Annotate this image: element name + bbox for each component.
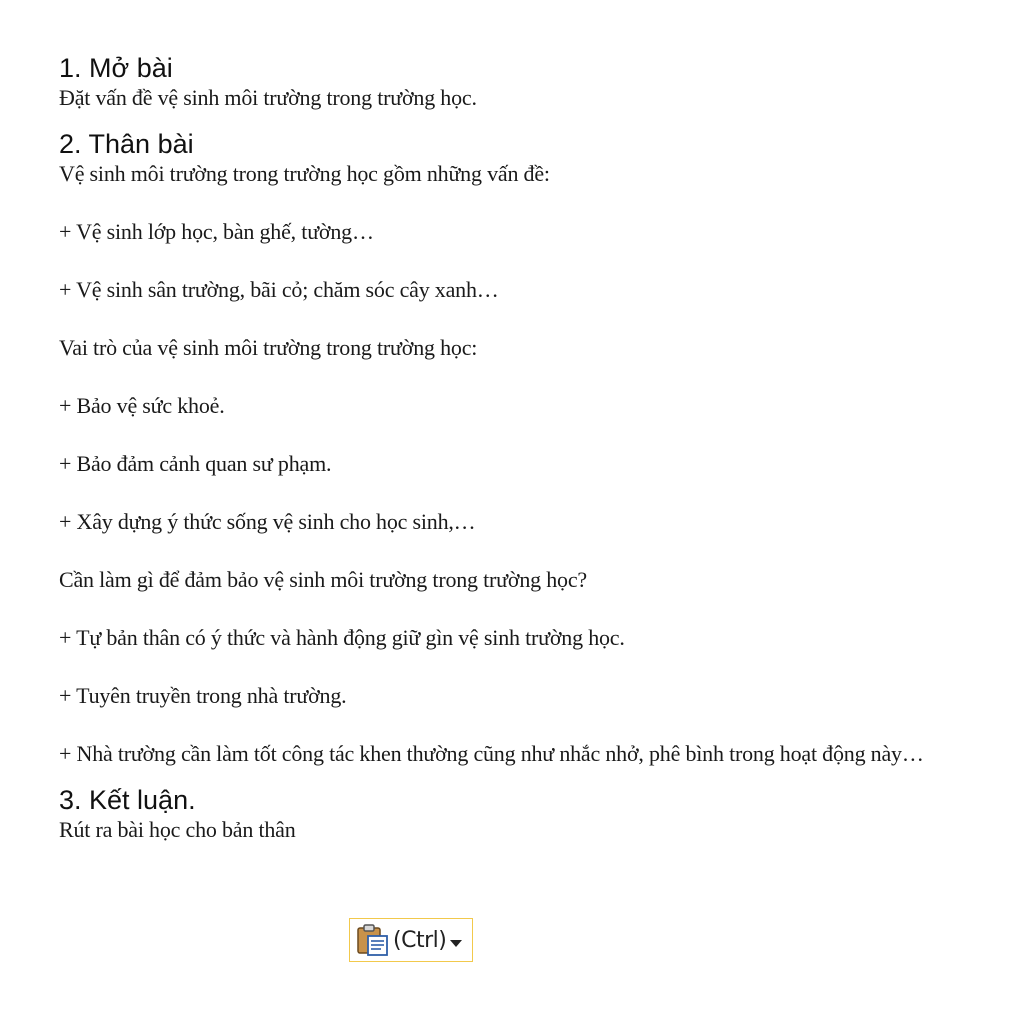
paragraph: + Nhà trường cần làm tốt công tác khen thường cũng như nhắc nhở, phê bình trong hoạt động này… — [59, 741, 924, 766]
document-body — [59, 52, 989, 844]
section-heading: 2. Thân bài — [59, 129, 194, 159]
paragraph: Đặt vấn đề vệ sinh môi trường trong trường học. — [59, 85, 477, 110]
paragraph: Rút ra bài học cho bản thân — [59, 817, 296, 842]
paragraph: + Bảo đảm cảnh quan sư phạm. — [59, 451, 332, 476]
paragraph: + Tự bản thân có ý thức và hành động giữ gìn vệ sinh trường học. — [59, 625, 625, 650]
paste-options-button[interactable] — [349, 918, 473, 962]
paragraph: + Vệ sinh lớp học, bàn ghế, tường… — [59, 219, 374, 244]
paste-options-label: (Ctrl) — [393, 927, 447, 953]
paragraph: Cần làm gì để đảm bảo vệ sinh môi trường trong trường học? — [59, 567, 587, 592]
section-heading: 3. Kết luận. — [59, 785, 196, 815]
paragraph: + Vệ sinh sân trường, bãi cỏ; chăm sóc cây xanh… — [59, 277, 499, 302]
paragraph: Vệ sinh môi trường trong trường học gồm những vấn đề: — [59, 161, 550, 186]
clipboard-paste-icon — [355, 923, 391, 957]
caret-down-icon — [449, 935, 463, 945]
paragraph: + Xây dựng ý thức sống vệ sinh cho học sinh,… — [59, 509, 476, 534]
paragraph: + Tuyên truyền trong nhà trường. — [59, 683, 347, 708]
paragraph: Vai trò của vệ sinh môi trường trong trường học: — [59, 335, 478, 360]
paragraph: + Bảo vệ sức khoẻ. — [59, 393, 225, 418]
section-heading: 1. Mở bài — [59, 53, 173, 83]
